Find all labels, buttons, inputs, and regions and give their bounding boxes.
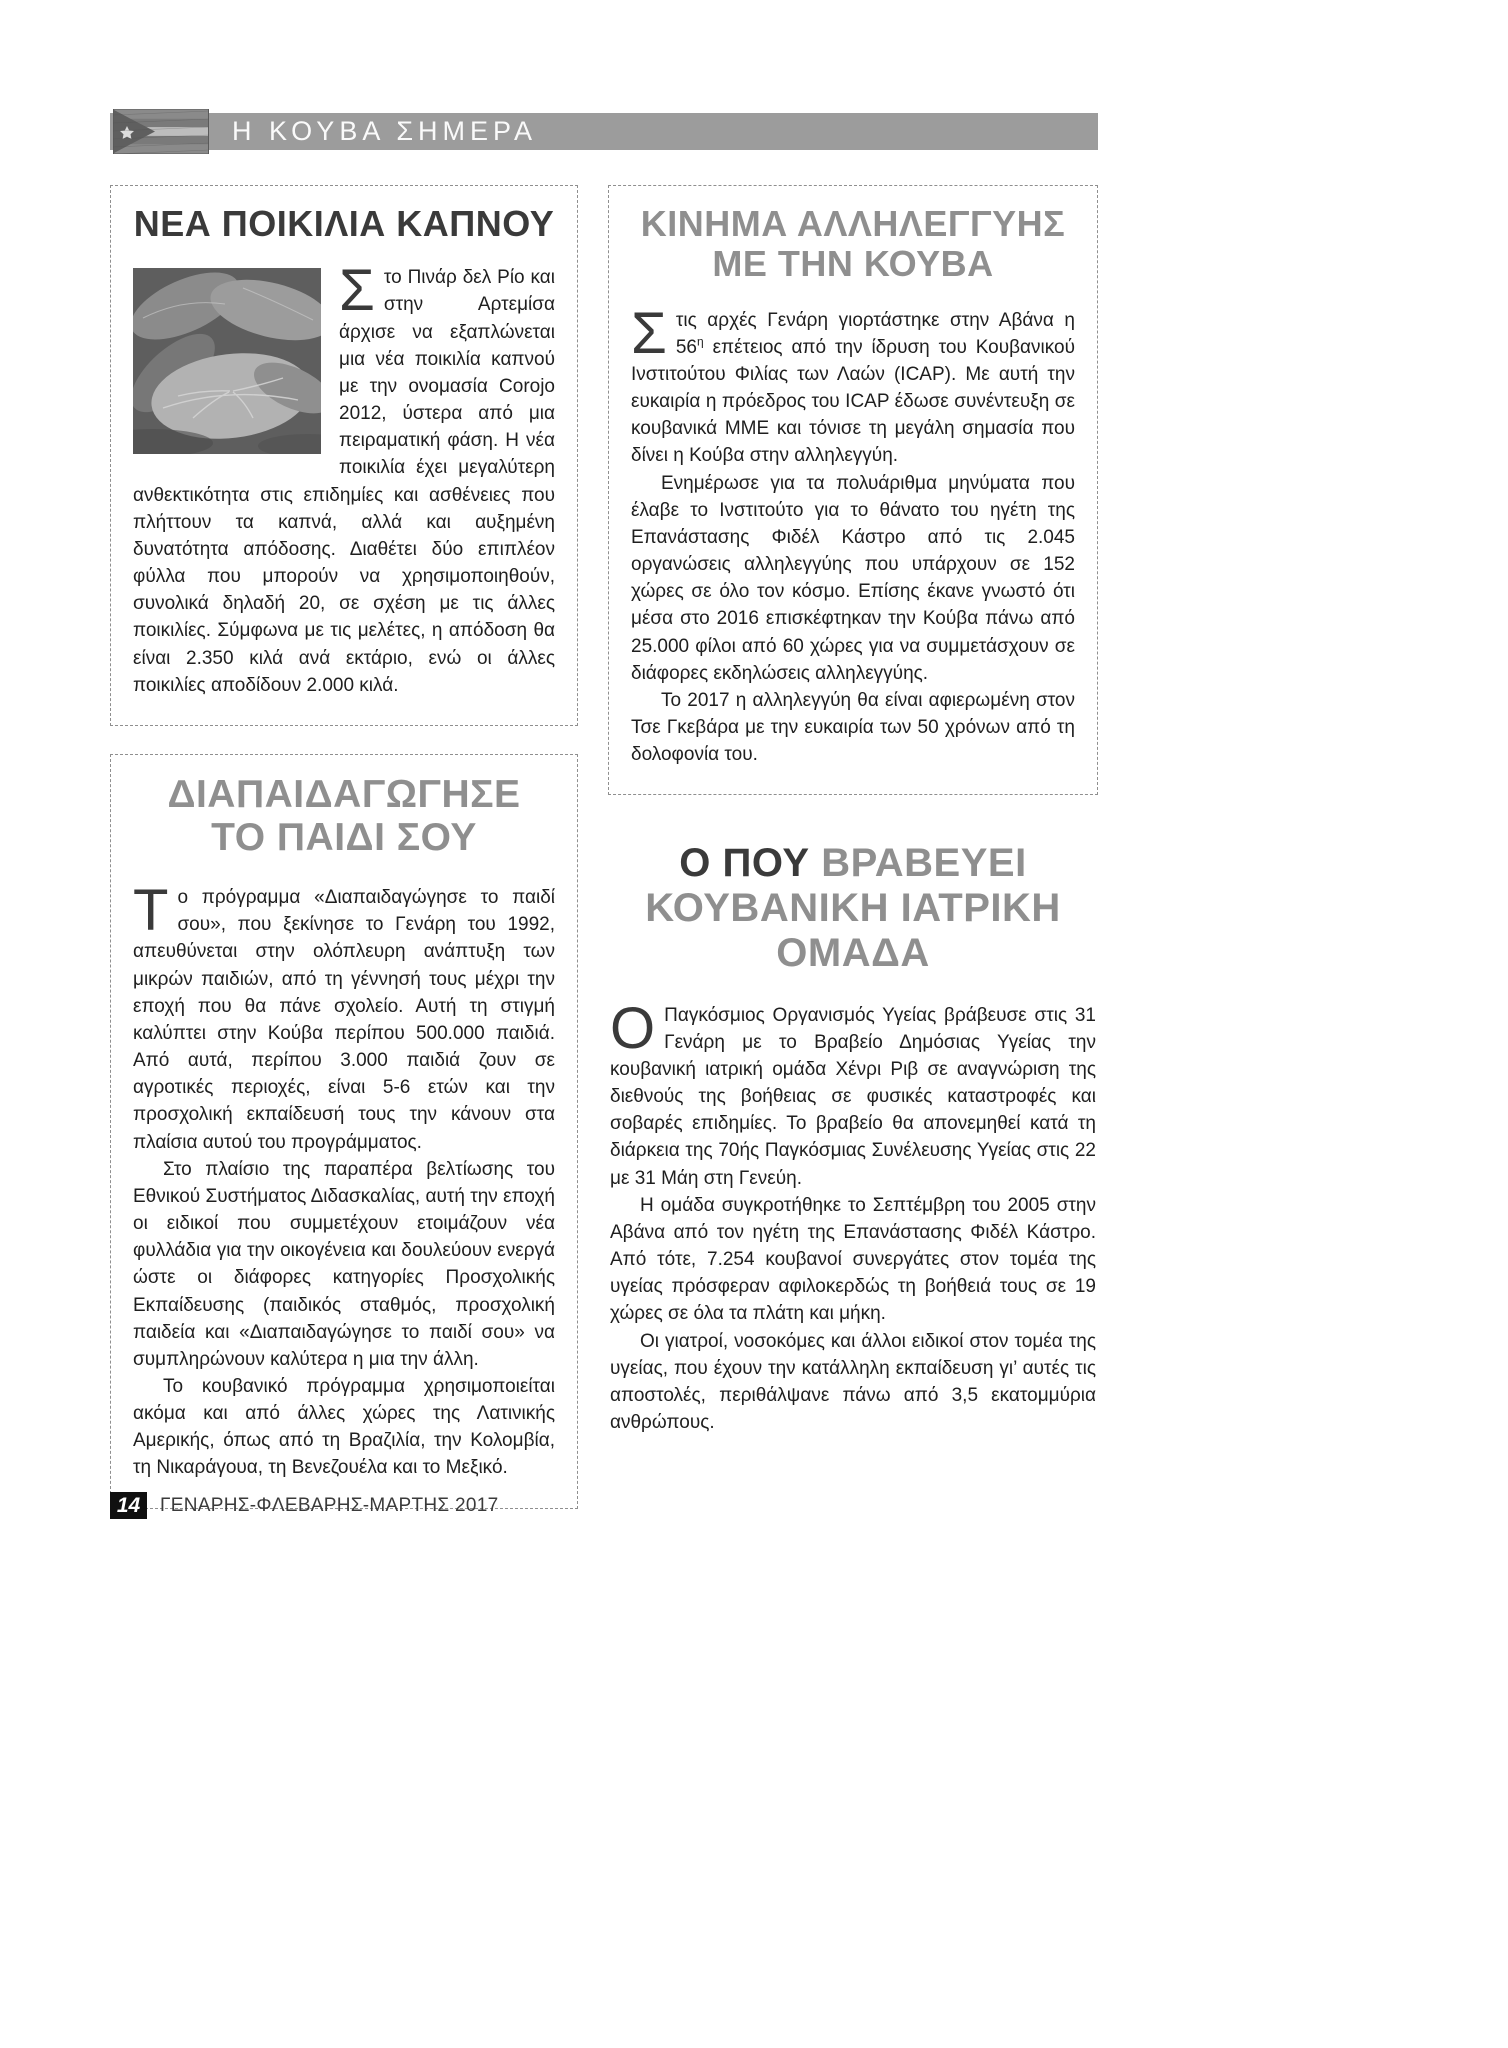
dropcap-sigma: Σ xyxy=(631,300,667,366)
article-tobacco-paragraph: Στο Πινάρ δελ Ρίο και στην Αρτεμίσα άρχισε να εξαπλώνεται μια νέα ποικιλία καπνού με την ονομασία Corojo 2012, ύστερα από μια πειραματική φάση. Η νέα ποικιλία έχει μεγαλύτερη ανθεκτικότητα στις επιδημίες και ασθένειες που πλήττουν τα καπνά, αλλά και αυξημένη δυνατότητα απόδοσης. Διαθέτει δύο επιπλέον φύλλα που μπορούν να χρησιμοποιηθούν, συνολικά δηλαδή 20, σε σχέση με τις άλλες ποικιλίες. Σύμφωνα με τις μελέτες, η απόδοση θα είναι 2.350 κιλά ανά εκτάριο, ενώ οι άλλες ποικιλίες αποδίδουν 2.000 κιλά. xyxy=(133,258,555,696)
article-tobacco-body xyxy=(133,258,555,699)
paragraph: Στις αρχές Γενάρη γιορτάστηκε στην Αβάνα η 56$^\eta$ επέτειος από την ίδρυση του Κουβανικού Ινστιτούτου Φιλίας των Λαών (ICAP). Με αυτή την ευκαιρία η πρόεδρος του ICAP έδωσε συνέντευξη σε κουβανικά ΜΜΕ και τόνισε τη μεγάλη σημασία που δίνει η Κούβα στην αλληλεγγύη. xyxy=(631,300,1075,467)
article-solidarity xyxy=(608,185,1098,795)
section-title: Η ΚΟΥΒΑ ΣΗΜΕΡΑ xyxy=(232,116,538,146)
section-header-bar xyxy=(110,113,1098,150)
dropcap-tau: Τ xyxy=(133,878,169,944)
dropcap-sigma: Σ xyxy=(339,258,375,324)
article-education-body xyxy=(133,878,555,1481)
paragraph: Στο πλαίσιο της παραπέρα βελτίωσης του Εθνικού Συστήματος Διδασκαλίας, αυτή την εποχή οι ειδικοί που συμμετέχουν ετοιμάζουν νέα φυλλάδια για την οικογένεια και δουλεύουν ενεργά ώστε οι διάφορες κατηγορίες Προσχολικής Εκπαίδευσης (παιδικός σταθμός, προσχολική παιδεία και «Διαπαιδαγώγησε το παιδί σου» να συμπληρώνουν καλύτερα η μια την άλλη. xyxy=(133,1158,555,1370)
page-footer xyxy=(110,1492,499,1519)
article-solidarity-body xyxy=(631,300,1075,769)
article-solidarity-title: ΚΙΝΗΜΑ ΑΛΛΗΛΕΓΓΥΗΣ ΜΕ ΤΗΝ ΚΟΥΒΑ xyxy=(640,203,1066,285)
article-education xyxy=(110,754,578,1509)
tobacco-leaves-photo xyxy=(133,268,321,454)
article-who-award-title: Ο ΠΟΥ ΒΡΑΒΕΥΕΙ ΚΟΥΒΑΝΙΚΗ ΙΑΤΡΙΚΗ ΟΜΑΔΑ xyxy=(645,841,1061,975)
paragraph: Οι γιατροί, νοσοκόμες και άλλοι ειδικοί στον τομέα της υγείας, που έχουν την κατάλληλη εκπαίδευση γι’ αυτές τις αποστολές, περιθάλψανε πάνω από 3,5 εκατομμύρια ανθρώπους. xyxy=(610,1330,1096,1434)
article-who-award xyxy=(608,841,1098,1436)
article-education-title: ΔΙΑΠΑΙΔΑΓΩΓΗΣΕ ΤΟ ΠΑΙΔΙ ΣΟΥ xyxy=(167,772,521,860)
paragraph: Το 2017 η αλληλεγγύη θα είναι αφιερωμένη στον Τσε Γκεβάρα με την ευκαιρία των 50 χρόνων από τη δολοφονία του. xyxy=(631,689,1075,766)
paragraph: Ενημέρωσε για τα πολυάριθμα μηνύματα που έλαβε το Ινστιτούτο για το θάνατο του ηγέτη της Επανάστασης Φιδέλ Κάστρο από τις 2.045 οργανώσεις αλληλεγγύης που υπάρχουν σε 152 χώρες σε όλο τον κόσμο. Επίσης έκανε γνωστό ότι μέσα στο 2016 επισκέφτηκαν την Κούβα πάνω από 25.000 φίλοι από 60 χώρες για να συμμετάσχουν σε διάφορες εκδηλώσεις αλληλεγγύης. xyxy=(631,472,1075,684)
paragraph: Ο Παγκόσμιος Οργανισμός Υγείας βράβευσε στις 31 Γενάρη με το Βραβείο Δημόσιας Υγείας την κουβανική ιατρική ομάδα Χένρι Ριβ σε αναγνώριση της διεθνούς της βοήθειας σε φυσικές καταστροφές και σοβαρές επιδημίες. Το βραβείο θα απονεμηθεί κατά τη διάρκεια της 70ής Παγκόσμιας Συνέλευσης Υγείας στις 22 με 31 Μάη στη Γενεύη. xyxy=(610,995,1096,1189)
page-number: 14 xyxy=(110,1492,147,1519)
article-who-award-body xyxy=(610,995,1096,1437)
left-column xyxy=(110,185,578,1509)
issue-label: ΓΕΝΑΡΗΣ-ΦΛΕΒΑΡΗΣ-ΜΑΡΤΗΣ 2017 xyxy=(160,1494,499,1516)
right-column xyxy=(608,185,1098,1436)
paragraph: Η ομάδα συγκροτήθηκε το Σεπτέμβρη του 2005 στην Αβάνα από τον ηγέτη της Επανάστασης Φιδέλ Κάστρο. Από τότε, 7.254 κουβανοί συνεργάτες στον τομέα της υγείας πρόσφεραν αφιλοκερδώς τη βοήθειά τους σε 19 χώρες σε όλα τα πλάτη και μήκη. xyxy=(610,1194,1096,1325)
article-tobacco-title: ΝΕΑ ΠΟΙΚΙΛΙΑ ΚΑΠΝΟΥ xyxy=(133,203,555,244)
superscript-eta: η xyxy=(697,334,704,349)
paragraph: Το πρόγραμμα «Διαπαιδαγώγησε το παιδί σου», που ξεκίνησε το Γενάρη του 1992, απευθύνεται στην ολόπλευρη ανάπτυξη των μικρών παιδιών, από τη γέννησή τους μέχρι την εποχή που θα πάνε σχολείο. Αυτή τη στιγμή καλύπτει στην Κούβα περίπου 500.000 παιδιά. Από αυτά, περίπου 3.000 παιδιά ζουν σε αγροτικές περιοχές, είναι 5-6 ετών και την προσχολική εκπαίδευσή τους την κάνουν στα πλαίσια αυτού του προγράμματος. xyxy=(133,878,555,1153)
paragraph: Το κουβανικό πρόγραμμα χρησιμοποιείται ακόμα και από άλλες χώρες της Λατινικής Αμερικής, όπως από τη Βραζιλία, την Κολομβία, τη Νικαράγουα, τη Βενεζουέλα και το Μεξικό. xyxy=(133,1375,555,1479)
article-tobacco xyxy=(110,185,578,726)
cuba-flag-icon xyxy=(113,109,209,154)
dropcap-omicron: Ο xyxy=(610,995,656,1061)
